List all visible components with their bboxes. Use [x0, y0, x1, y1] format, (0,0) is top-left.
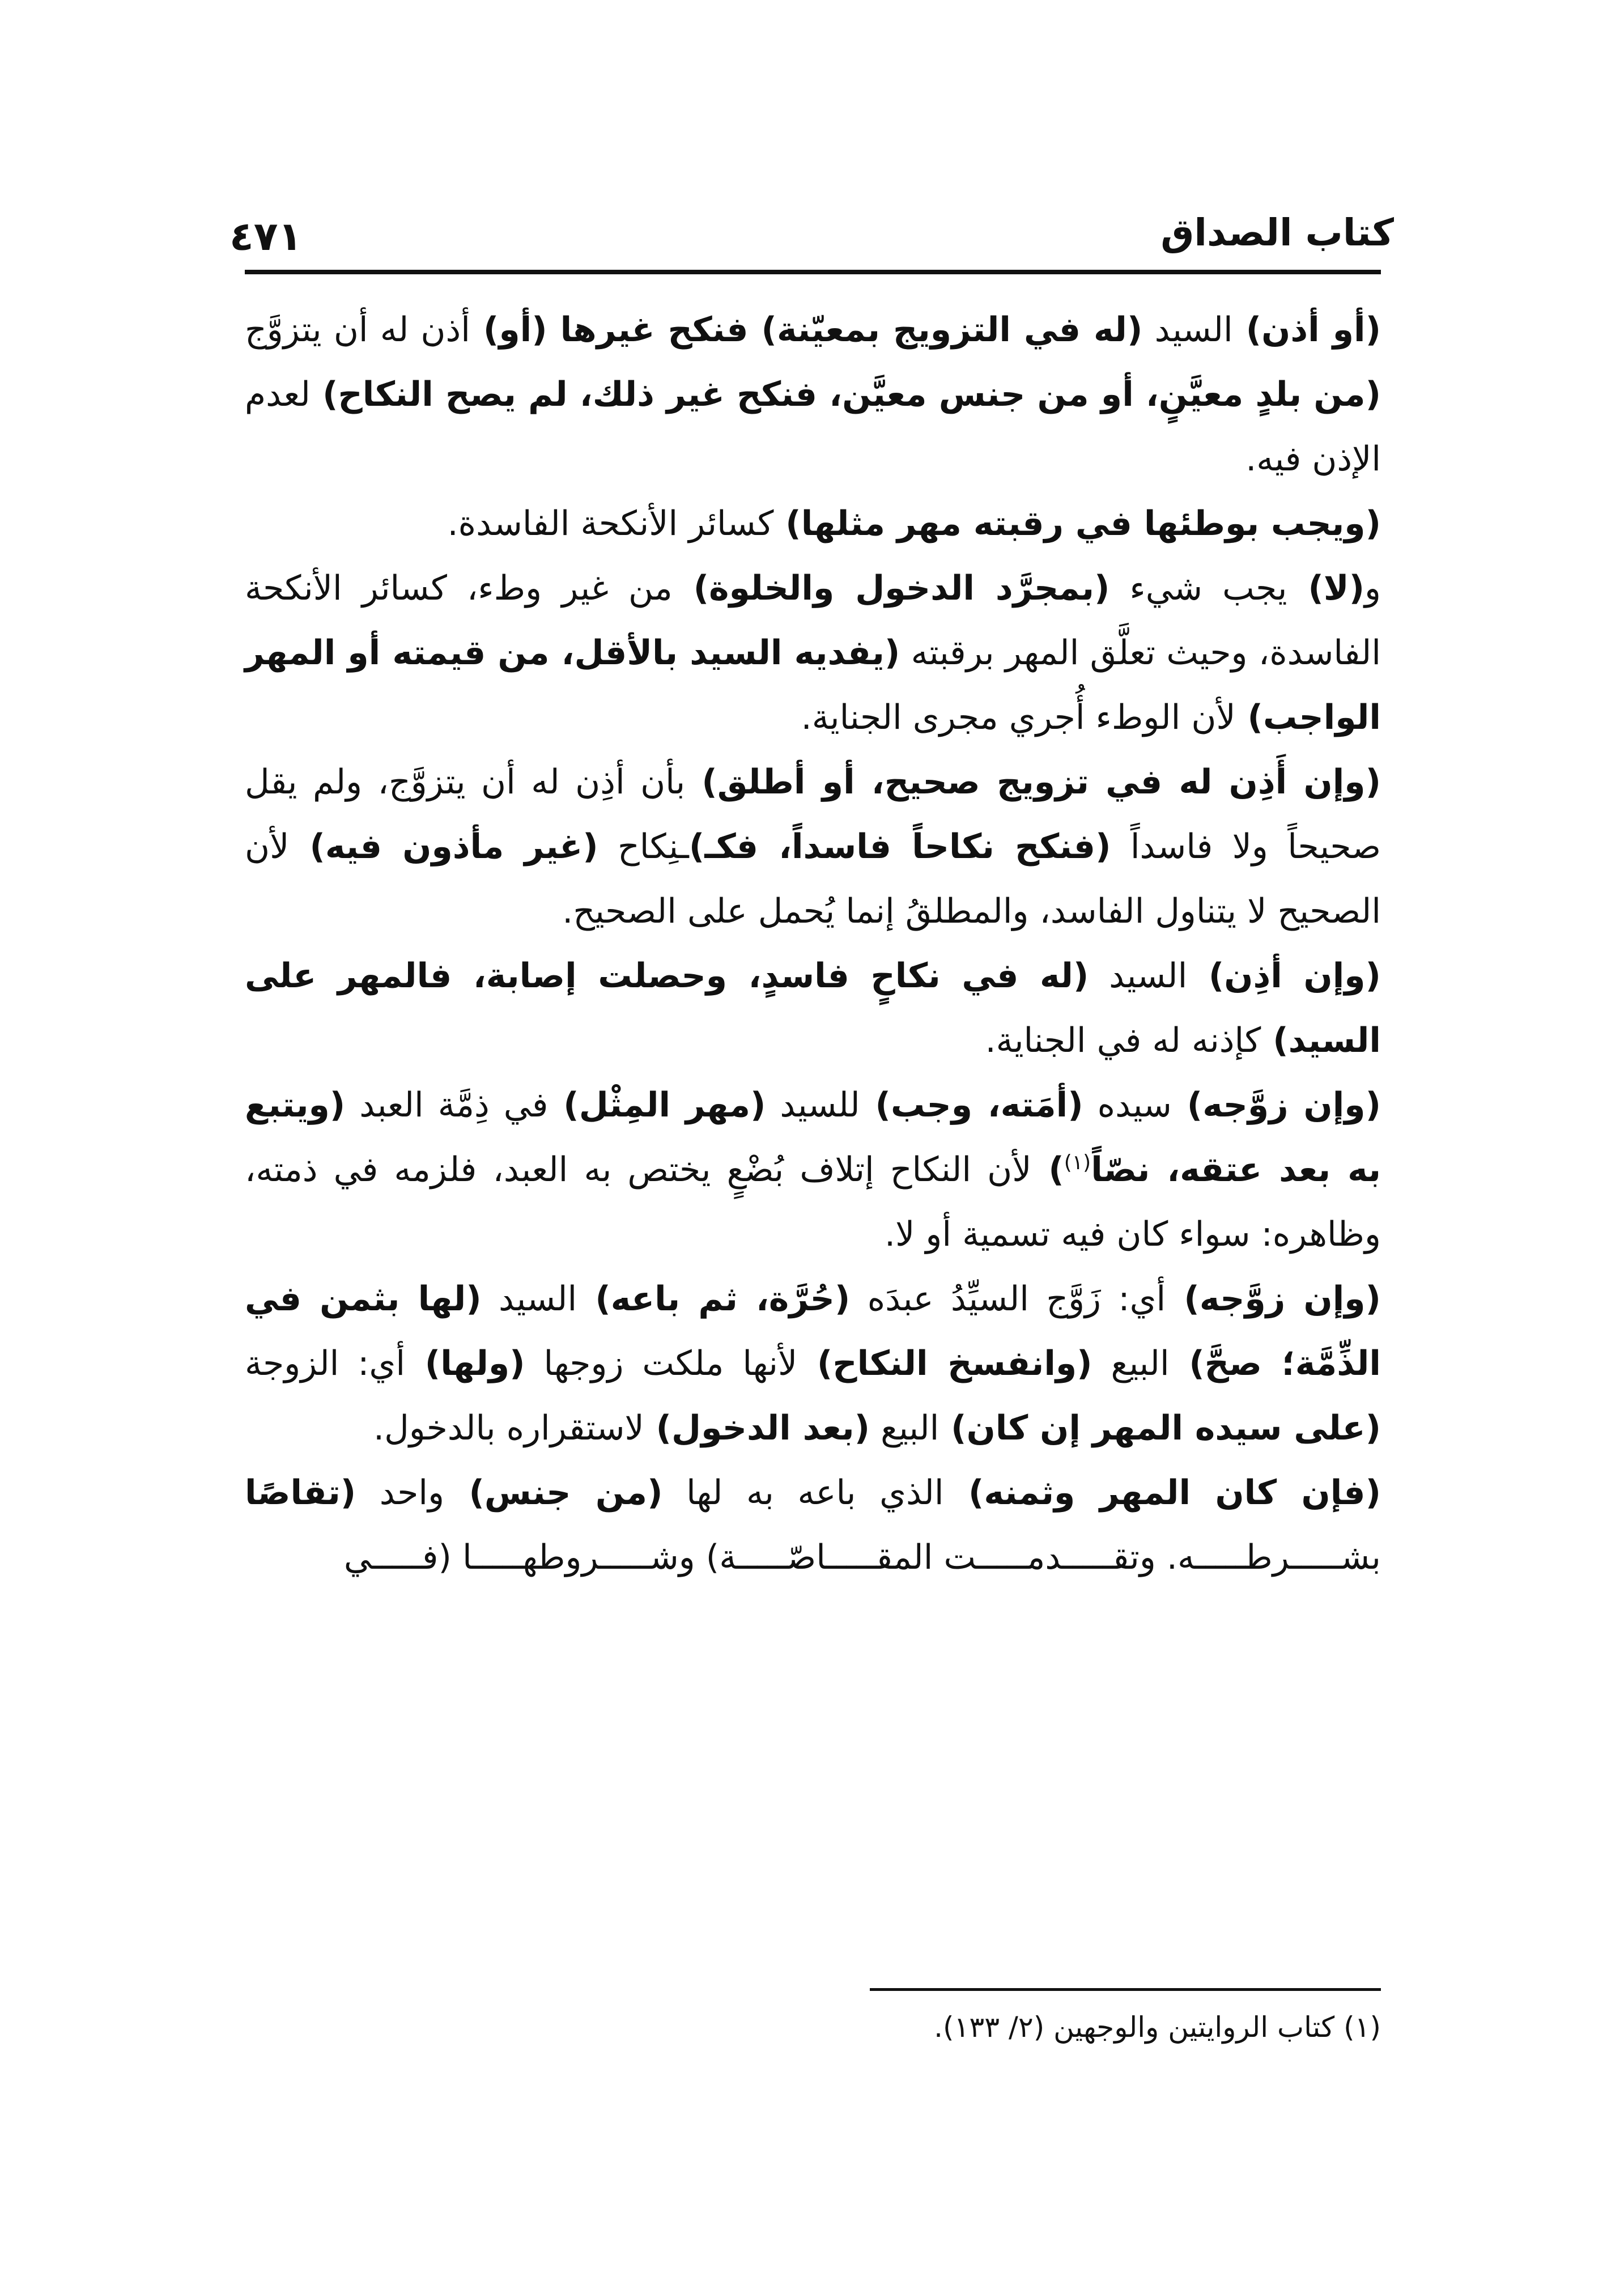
- sharh-text: من غير وطء، كسائر الأنكحة الفاسدة، وحيث تعلَّق المهر برقبته: [245, 568, 1381, 673]
- matn-text: (وإن زوَّجه): [1166, 1279, 1381, 1319]
- sharh-text: يجب شيء: [1109, 568, 1287, 608]
- matn-text: (وإن أذِن): [1187, 956, 1381, 996]
- paragraph: [245, 1267, 1381, 1460]
- matn-text: (فنكح نكاحاً فاسداً، فكـ): [688, 827, 1111, 867]
- footnote-marker: (١): [1344, 2011, 1381, 2044]
- sharh-text: ـنِكاح: [598, 827, 689, 867]
- matn-text: (من جنس): [444, 1473, 663, 1513]
- paragraph: [245, 944, 1381, 1073]
- matn-text: (بعد الدخول): [644, 1408, 870, 1448]
- sharh-text: واحد: [356, 1473, 445, 1513]
- matn-text: (بمجرَّد الدخول والخلوة): [672, 568, 1110, 608]
- matn-text: (من بلدٍ معيَّنٍ، أو من جنس معيَّن، فنكح غير ذلك، لم يصح النكاح): [310, 375, 1381, 414]
- matn-text: (وإن أَذِن له في تزويج صحيح، أو أطلق): [685, 762, 1381, 802]
- paragraph: [245, 491, 1381, 556]
- footnote-text: كتاب الروايتين والوجهين (٢/ ١٣٣).: [934, 2011, 1335, 2044]
- matn-text: (ويجب بوطئها في رقبته مهر مثلها): [773, 504, 1381, 543]
- page-number: ٤٧١: [229, 213, 303, 260]
- matn-text: (له في نكاحٍ فاسدٍ، وحصلت إصابة، فالمهر على السيد): [245, 956, 1381, 1060]
- matn-text: (غير مأذون فيه): [289, 827, 598, 867]
- sharh-text: كإذنه له في الجناية.: [985, 1021, 1261, 1060]
- sharh-text: السيد: [1089, 956, 1188, 996]
- matn-text: (على سيده المهر إن كان): [939, 1408, 1381, 1448]
- sharh-text: و: [1364, 568, 1381, 608]
- sharh-text: أذن له أن يتزوَّج: [245, 310, 470, 350]
- matn-text: (لها بثمن في الذِّمَّة؛ صحَّ): [245, 1279, 1381, 1383]
- sharh-text: بأن أذِن له أن يتزوَّج، ولم يقل صحيحاً ولا فاسداً: [245, 762, 1381, 867]
- matn-text: (يفديه السيد بالأقل، من قيمته أو المهر الواجب): [245, 633, 1381, 737]
- matn-text: (فإن كان المهر وثمنه): [943, 1473, 1381, 1513]
- footnote-reference: (١): [1064, 1151, 1091, 1174]
- footnote-1: [245, 2002, 1381, 2053]
- paragraph: [245, 298, 1381, 491]
- paragraph: [245, 1073, 1381, 1267]
- sharh-text: السيد: [1142, 310, 1233, 350]
- sharh-text: للسيد: [766, 1085, 860, 1125]
- sharh-text: لأن الصحيح لا يتناول الفاسد، والمطلقُ إنما يُحمل على الصحيح.: [245, 827, 1381, 931]
- matn-text: (ويتبع به بعد عتقه، نصّاً: [245, 1085, 1381, 1190]
- sharh-text: في ذِمَّة العبد: [345, 1085, 549, 1125]
- running-header-title: كتاب الصداق: [1160, 211, 1394, 254]
- sharh-text: السيد: [481, 1279, 577, 1319]
- sharh-text: لأن الوطء أُجري مجرى الجناية.: [801, 698, 1236, 737]
- matn-text: (أمَته، وجب): [860, 1085, 1083, 1125]
- sharh-text: لعدم الإذن فيه.: [245, 375, 1381, 479]
- sharh-text: البيع: [1092, 1344, 1170, 1383]
- sharh-text: كسائر الأنكحة الفاسدة.: [447, 504, 774, 543]
- header-divider: [245, 270, 1381, 274]
- sharh-text: أي: زَوَّج السيِّدُ عبدَه: [850, 1279, 1166, 1319]
- sharh-text: الذي باعه به لها: [662, 1473, 944, 1513]
- matn-text: (حُرَّة، ثم باعه): [577, 1279, 851, 1319]
- matn-text: (تقاصًا: [245, 1473, 356, 1513]
- footnote-divider: [870, 1988, 1381, 1991]
- matn-text: (له في التزويج بمعيّنة) فنكح غيرها (أو): [470, 310, 1143, 350]
- sharh-text: لاستقراره بالدخول.: [373, 1408, 644, 1448]
- sharh-text: أي: الزوجة: [245, 1344, 406, 1383]
- matn-text: (مهر المِثْل): [548, 1085, 766, 1125]
- paragraph: [245, 750, 1381, 944]
- sharh-text: سيده: [1083, 1085, 1172, 1125]
- paragraph: [245, 556, 1381, 750]
- matn-text: (وانفسخ النكاح): [797, 1344, 1092, 1383]
- paragraph: [245, 1460, 1381, 1590]
- matn-text: ): [1031, 1150, 1064, 1190]
- matn-text: (لا): [1287, 568, 1364, 608]
- sharh-text: البيع: [870, 1408, 939, 1448]
- matn-text: (أو أذن): [1232, 310, 1381, 350]
- matn-text: (وإن زوَّجه): [1171, 1085, 1381, 1125]
- sharh-text: لأنها ملكت زوجها: [525, 1344, 798, 1383]
- sharh-text: لأن النكاح إتلاف بُضْعٍ يختص به العبد، فلزمه في ذمته، وظاهره: سواء كان فيه تسمية أو لا.: [245, 1150, 1381, 1254]
- matn-text: (ولها): [405, 1344, 525, 1383]
- main-text: [245, 298, 1381, 1590]
- sharh-text: بشـــــرطـــــه. وتقـــــدمـــــت المقـــــاصّـــــة) وشـــــروطهـــــا (فـــــي: [343, 1538, 1381, 1577]
